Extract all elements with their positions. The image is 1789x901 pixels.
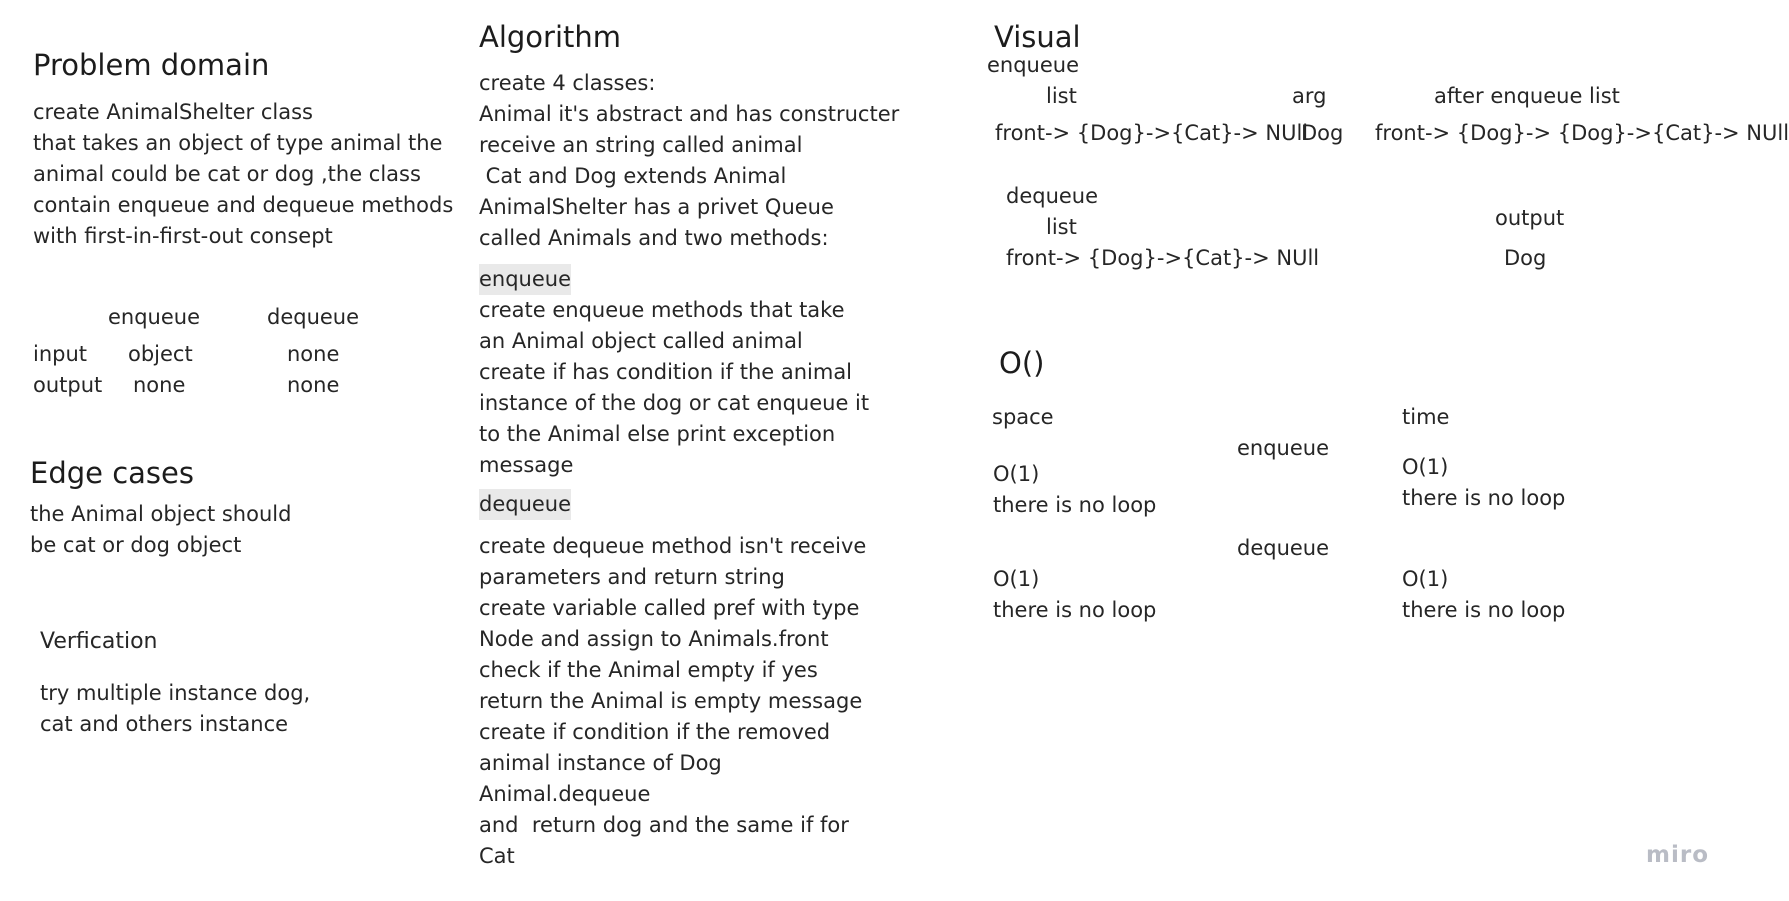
visual-after-label: after enqueue list (1434, 84, 1620, 108)
big-o-dequeue-time-note: there is no loop (1402, 598, 1566, 622)
visual-dequeue-list-label: list (1046, 215, 1077, 239)
edge-cases-title: Edge cases (30, 456, 194, 490)
problem-line-1: create AnimalShelter class (33, 100, 313, 124)
algorithm-intro-3: receive an string called animal (479, 133, 803, 157)
big-o-space-label: space (992, 405, 1054, 429)
big-o-title: O() (999, 346, 1045, 380)
problem-domain-title: Problem domain (33, 48, 270, 82)
visual-output-label: output (1495, 206, 1565, 230)
visual-arg-label: arg (1292, 84, 1327, 108)
algorithm-intro-5: AnimalShelter has a privet Queue (479, 195, 834, 219)
problem-line-5: with first-in-first-out consept (33, 224, 333, 248)
algorithm-dequeue-line-7: create if condition if the removed (479, 720, 831, 744)
big-o-dequeue-label: dequeue (1237, 536, 1330, 560)
algorithm-enqueue-line-2: an Animal object called animal (479, 329, 803, 353)
visual-dequeue-label: dequeue (1006, 184, 1099, 208)
edge-line-1: the Animal object should (30, 502, 292, 526)
visual-arg-value: Dog (1301, 121, 1344, 145)
algorithm-enqueue-line-5: to the Animal else print exception (479, 422, 836, 446)
visual-title: Visual (994, 20, 1081, 54)
algorithm-enqueue-label: enqueue (479, 264, 571, 295)
visual-enqueue-list: front-> {Dog}->{Cat}-> NUll (995, 121, 1309, 145)
io-table-output-dequeue: none (287, 373, 340, 397)
io-table-input-label: input (33, 342, 88, 366)
algorithm-intro-6: called Animals and two methods: (479, 226, 829, 250)
problem-line-3: animal could be cat or dog ,the class (33, 162, 421, 186)
big-o-dequeue-time: O(1) (1402, 567, 1449, 591)
io-table-output-enqueue: none (133, 373, 186, 397)
algorithm-dequeue-line-1: create dequeue method isn't receive (479, 534, 867, 558)
visual-output-value: Dog (1504, 246, 1547, 270)
big-o-time-label: time (1402, 405, 1450, 429)
io-table-dequeue-header: dequeue (267, 305, 360, 329)
algorithm-intro-2: Animal it's abstract and has constructer (479, 102, 900, 126)
edge-line-2: be cat or dog object (30, 533, 242, 557)
algorithm-enqueue-line-6: message (479, 453, 574, 477)
visual-enqueue-label: enqueue (987, 53, 1080, 77)
algorithm-dequeue-line-11: Cat (479, 844, 515, 868)
problem-line-4: contain enqueue and dequeue methods (33, 193, 454, 217)
verification-line-2: cat and others instance (40, 712, 289, 736)
algorithm-dequeue-line-5: check if the Animal empty if yes (479, 658, 818, 682)
algorithm-dequeue-label: dequeue (479, 489, 571, 520)
visual-list-label: list (1046, 84, 1077, 108)
verification-title: Verfication (40, 629, 158, 654)
io-table-enqueue-header: enqueue (108, 305, 201, 329)
algorithm-dequeue-line-3: create variable called pref with type (479, 596, 860, 620)
algorithm-enqueue-line-4: instance of the dog or cat enqueue it (479, 391, 870, 415)
miro-logo: miro (1646, 842, 1709, 868)
big-o-enqueue-space: O(1) (993, 462, 1040, 486)
algorithm-enqueue-line-3: create if has condition if the animal (479, 360, 853, 384)
algorithm-dequeue-line-4: Node and assign to Animals.front (479, 627, 829, 651)
algorithm-intro-4: Cat and Dog extends Animal (479, 164, 787, 188)
algorithm-dequeue-line-10: and return dog and the same if for (479, 813, 849, 837)
big-o-enqueue-time: O(1) (1402, 455, 1449, 479)
algorithm-intro-1: create 4 classes: (479, 71, 656, 95)
algorithm-dequeue-line-8: animal instance of Dog (479, 751, 722, 775)
big-o-dequeue-space: O(1) (993, 567, 1040, 591)
problem-line-2: that takes an object of type animal the (33, 131, 443, 155)
visual-dequeue-list: front-> {Dog}->{Cat}-> NUll (1006, 246, 1320, 270)
verification-line-1: try multiple instance dog, (40, 681, 311, 705)
algorithm-title: Algorithm (479, 20, 622, 54)
io-table-input-enqueue: object (128, 342, 193, 366)
algorithm-dequeue-line-9: Animal.dequeue (479, 782, 651, 806)
big-o-enqueue-label: enqueue (1237, 436, 1330, 460)
big-o-enqueue-space-note: there is no loop (993, 493, 1157, 517)
algorithm-dequeue-line-2: parameters and return string (479, 565, 785, 589)
visual-after-list: front-> {Dog}-> {Dog}->{Cat}-> NUll (1375, 121, 1789, 145)
algorithm-enqueue-line-1: create enqueue methods that take (479, 298, 845, 322)
big-o-dequeue-space-note: there is no loop (993, 598, 1157, 622)
io-table-input-dequeue: none (287, 342, 340, 366)
algorithm-dequeue-line-6: return the Animal is empty message (479, 689, 863, 713)
io-table-output-label: output (33, 373, 103, 397)
big-o-enqueue-time-note: there is no loop (1402, 486, 1566, 510)
